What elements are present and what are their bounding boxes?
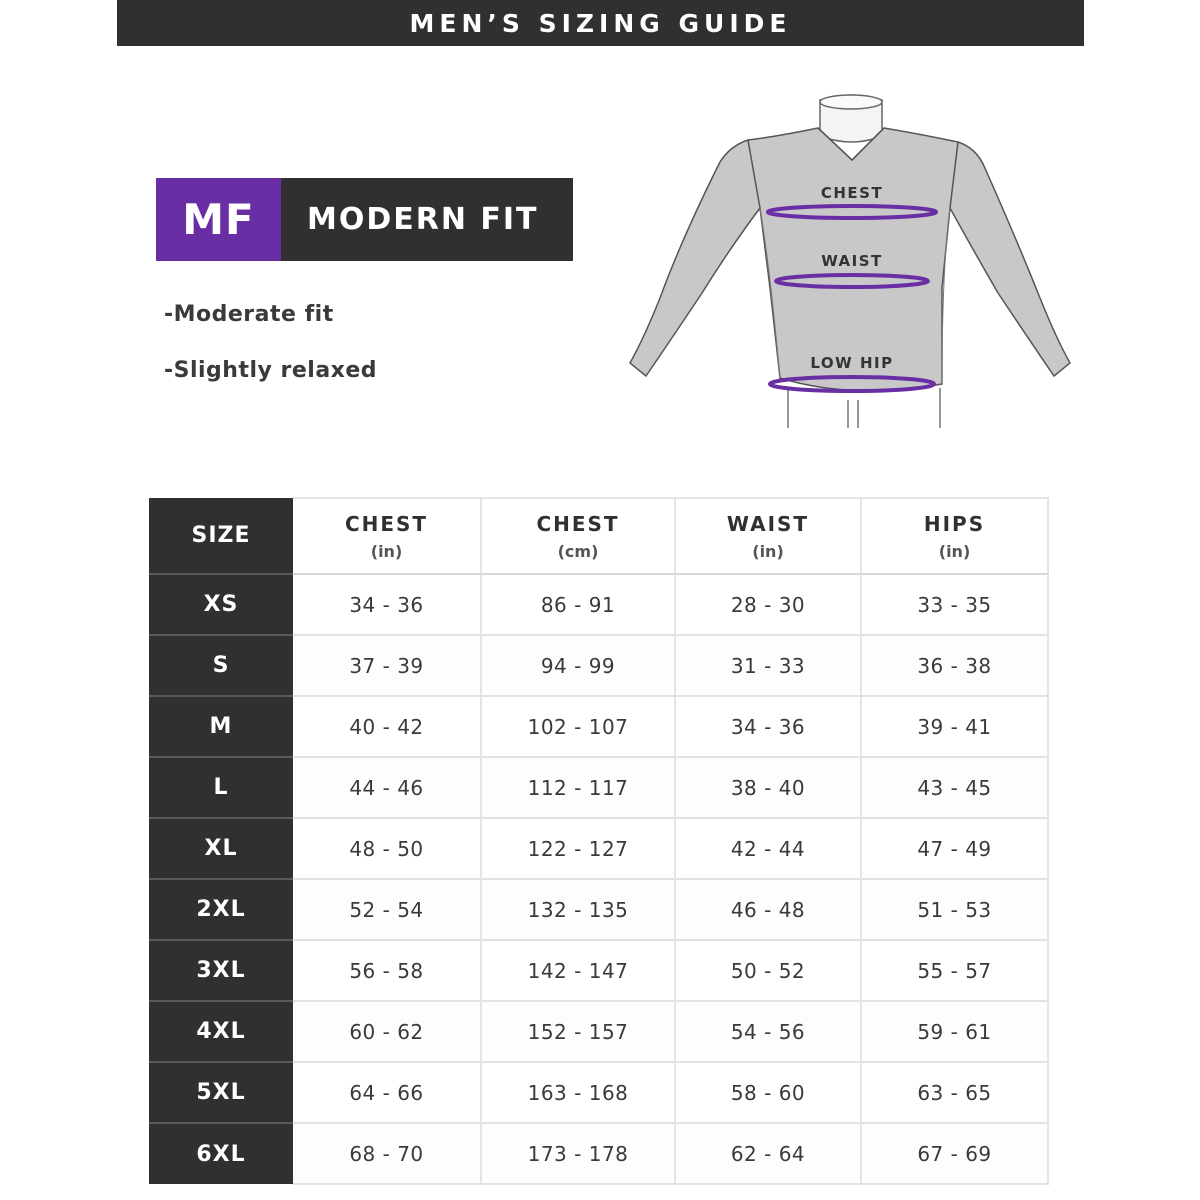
measurement-cell: 50 - 52: [675, 940, 861, 1001]
size-table: [149, 497, 1049, 1185]
garment-illustration: [620, 88, 1080, 433]
column-unit: (in): [938, 541, 971, 561]
size-label: XL: [149, 818, 293, 879]
measurement-cell: 58 - 60: [675, 1062, 861, 1123]
measurement-cell: 163 - 168: [481, 1062, 675, 1123]
low-hip-label: LOW HIP: [810, 354, 894, 372]
size-label: 4XL: [149, 1001, 293, 1062]
measurement-cell: 43 - 45: [861, 757, 1048, 818]
measurement-cell: 64 - 66: [293, 1062, 481, 1123]
size-label: 5XL: [149, 1062, 293, 1123]
measurement-cell: 54 - 56: [675, 1001, 861, 1062]
measurement-cell: 51 - 53: [861, 879, 1048, 940]
chest-label: CHEST: [820, 184, 884, 202]
measurement-cell: 173 - 178: [481, 1123, 675, 1184]
measurement-cell: 122 - 127: [481, 818, 675, 879]
measurement-cell: 37 - 39: [293, 635, 481, 696]
table-header-row: [149, 498, 1048, 574]
column-name: CHEST: [344, 511, 429, 536]
measurement-cell: 102 - 107: [481, 696, 675, 757]
size-label: 2XL: [149, 879, 293, 940]
measurement-cell: 55 - 57: [861, 940, 1048, 1001]
column-header-chest-cm: [481, 498, 675, 574]
neck-top: [820, 95, 882, 109]
table-row: [149, 574, 1048, 635]
table-row: [149, 879, 1048, 940]
measurement-cell: 34 - 36: [675, 696, 861, 757]
header-bar: [117, 0, 1084, 46]
size-label: M: [149, 696, 293, 757]
size-label: 3XL: [149, 940, 293, 1001]
table-row: [149, 818, 1048, 879]
measurement-cell: 67 - 69: [861, 1123, 1048, 1184]
fit-name: MODERN FIT: [281, 178, 573, 261]
measurement-cell: 46 - 48: [675, 879, 861, 940]
column-name: CHEST: [536, 511, 620, 536]
right-sleeve: [950, 142, 1070, 376]
column-header-hips-in: [861, 498, 1048, 574]
measurement-cell: 142 - 147: [481, 940, 675, 1001]
column-unit: (cm): [557, 541, 599, 561]
column-name: WAIST: [726, 511, 810, 536]
table-row: [149, 696, 1048, 757]
column-unit: (in): [752, 541, 784, 561]
legs: [788, 388, 940, 428]
measurement-cell: 52 - 54: [293, 879, 481, 940]
measurement-cell: 28 - 30: [675, 574, 861, 635]
measurement-cell: 39 - 41: [861, 696, 1048, 757]
measurement-cell: 68 - 70: [293, 1123, 481, 1184]
measurement-cell: 132 - 135: [481, 879, 675, 940]
measurement-cell: 60 - 62: [293, 1001, 481, 1062]
measurement-cell: 33 - 35: [861, 574, 1048, 635]
size-label: XS: [149, 574, 293, 635]
column-name: HIPS: [923, 511, 986, 536]
measurement-cell: 36 - 38: [861, 635, 1048, 696]
measurement-cell: 31 - 33: [675, 635, 861, 696]
measurement-cell: 86 - 91: [481, 574, 675, 635]
fit-code: MF: [156, 178, 281, 261]
size-header: SIZE: [149, 498, 293, 574]
measurement-cell: 59 - 61: [861, 1001, 1048, 1062]
measurement-cell: 48 - 50: [293, 818, 481, 879]
column-header-waist-in: [675, 498, 861, 574]
table-row: [149, 1001, 1048, 1062]
size-label: L: [149, 757, 293, 818]
fit-description-2: -Slightly relaxed: [164, 358, 378, 383]
measurement-cell: 94 - 99: [481, 635, 675, 696]
waist-label: WAIST: [821, 252, 883, 270]
garment-figure: [620, 88, 1080, 433]
table-row: [149, 940, 1048, 1001]
measurement-cell: 152 - 157: [481, 1001, 675, 1062]
size-label: 6XL: [149, 1123, 293, 1184]
measurement-cell: 44 - 46: [293, 757, 481, 818]
measurement-cell: 47 - 49: [861, 818, 1048, 879]
column-header-chest-in: [293, 498, 481, 574]
table-row: [149, 635, 1048, 696]
table-row: [149, 1123, 1048, 1184]
page-title: MEN’S SIZING GUIDE: [409, 8, 792, 38]
left-sleeve: [630, 140, 760, 376]
fit-description-1: -Moderate fit: [164, 302, 334, 327]
measurement-cell: 34 - 36: [293, 574, 481, 635]
fit-badge: [156, 178, 573, 261]
measurement-cell: 63 - 65: [861, 1062, 1048, 1123]
measurement-cell: 42 - 44: [675, 818, 861, 879]
measurement-cell: 40 - 42: [293, 696, 481, 757]
column-unit: (in): [370, 541, 403, 561]
measurement-cell: 112 - 117: [481, 757, 675, 818]
measurement-cell: 38 - 40: [675, 757, 861, 818]
size-label: S: [149, 635, 293, 696]
table-row: [149, 757, 1048, 818]
table-row: [149, 1062, 1048, 1123]
measurement-cell: 62 - 64: [675, 1123, 861, 1184]
measurement-cell: 56 - 58: [293, 940, 481, 1001]
